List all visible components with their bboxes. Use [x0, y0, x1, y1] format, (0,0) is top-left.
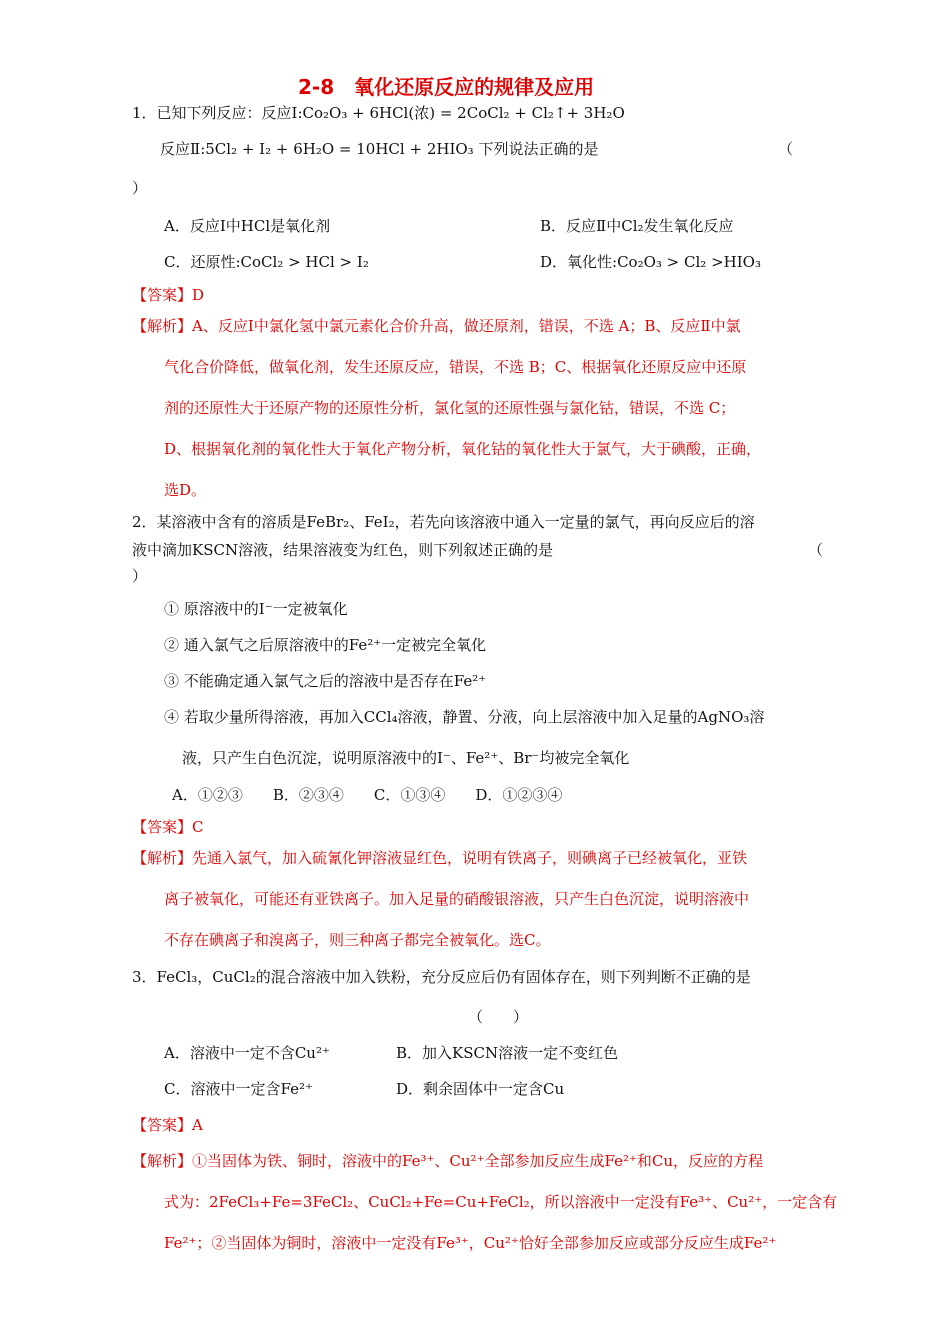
q3-paren: （ ）: [468, 1008, 529, 1026]
q2-line-1: 2．某溶液中含有的溶质是FeBr₂、FeI₂，若先向该溶液中通入一定量的氯气，再向反应后的溶: [132, 513, 755, 531]
q2-explanation-1: [132, 848, 747, 868]
q1-paren-right: ）: [132, 179, 148, 197]
q2-answer-value: C: [192, 818, 204, 836]
q2-statement-2: ② 通入氯气之后原溶液中的Fe²⁺一定被完全氧化: [164, 636, 487, 654]
q2-explanation-3: 不存在碘离子和溴离子，则三种离子都完全被氧化。选C。: [164, 931, 551, 949]
q1-explanation-2: 气化合价降低，做氧化剂，发生还原反应，错误，不选 B；C、根据氧化还原反应中还原: [164, 358, 747, 376]
q3-line-1: 3．FeCl₃，CuCl₂的混合溶液中加入铁粉，充分反应后仍有固体存在，则下列判断不正确的是: [132, 968, 751, 986]
q1-line-2: 反应Ⅱ:5Cl₂ + I₂ + 6H₂O = 10HCl + 2HIO₃ 下列说法正确的是: [160, 140, 599, 158]
q3-answer: [132, 1115, 203, 1135]
q1-paren-left: （: [778, 140, 794, 158]
q2-explanation-2: 离子被氧化，可能还有亚铁离子。加入足量的硝酸银溶液，只产生白色沉淀，说明溶液中: [164, 890, 750, 908]
q1-line-1: 1．已知下列反应：反应Ⅰ:Co₂O₃ + 6HCl(浓) = 2CoCl₂ + Cl₂↑+ 3H₂O: [132, 104, 625, 122]
q2-statement-1: ① 原溶液中的I⁻一定被氧化: [164, 600, 348, 618]
q2-answer: [132, 817, 204, 837]
q2-statement-3: ③ 不能确定通入氯气之后的溶液中是否存在Fe²⁺: [164, 672, 487, 690]
q3-explanation-2: 式为：2FeCl₃+Fe=3FeCl₂、CuCl₂+Fe=Cu+FeCl₂，所以溶液中一定没有Fe³⁺、Cu²⁺，一定含有: [164, 1193, 838, 1211]
q2-paren-left: （: [808, 541, 824, 559]
q1-option-d: D．氧化性:Co₂O₃ > Cl₂ >HIO₃: [540, 253, 761, 271]
q3-option-d: D．剩余固体中一定含Cu: [396, 1080, 565, 1098]
q1-option-b: B．反应Ⅱ中Cl₂发生氧化反应: [540, 217, 734, 235]
q3-answer-value: A: [192, 1116, 203, 1134]
q2-answer-tag: 【答案】: [132, 818, 193, 836]
q3-answer-tag: 【答案】: [132, 1116, 193, 1134]
q1-answer-value: D: [192, 286, 205, 304]
q1-explanation-1: [132, 316, 741, 336]
q1-explanation-4: D、根据氧化剂的氧化性大于氧化产物分析，氧化钴的氧化性大于氯气，大于碘酸，正确，: [164, 440, 762, 458]
q3-option-a: A．溶液中一定不含Cu²⁺: [164, 1044, 330, 1062]
q2-explanation-text-1: 先通入氯气，加入硫氰化钾溶液显红色，说明有铁离子，则碘离子已经被氧化，亚铁: [192, 849, 748, 867]
q1-explanation-text-1: A、反应Ⅰ中氯化氢中氯元素化合价升高，做还原剂，错误，不选 A；B、反应Ⅱ中氯: [192, 317, 741, 335]
q1-explanation-3: 剂的还原性大于还原产物的还原性分析，氯化氢的还原性强与氯化钴，错误，不选 C；: [164, 399, 736, 417]
q3-option-c: C．溶液中一定含Fe²⁺: [164, 1080, 313, 1098]
q2-statement-4a: ④ 若取少量所得溶液，再加入CCl₄溶液，静置、分液，向上层溶液中加入足量的AgNO₃溶: [164, 708, 765, 726]
q3-explanation-text-1: ①当固体为铁、铜时，溶液中的Fe³⁺、Cu²⁺全部参加反应生成Fe²⁺和Cu，反应的方程: [192, 1152, 764, 1170]
q1-answer-tag: 【答案】: [132, 286, 193, 304]
q1-option-c: C．还原性:CoCl₂ > HCl > I₂: [164, 253, 369, 271]
q2-paren-right: ）: [132, 567, 148, 585]
q3-explanation-tag: 【解析】: [132, 1152, 193, 1170]
q3-explanation-1: [132, 1151, 763, 1171]
q1-answer: [132, 285, 204, 305]
q1-option-a: A．反应Ⅰ中HCl是氧化剂: [164, 217, 331, 235]
q2-statement-4b: 液，只产生白色沉淀，说明原溶液中的I⁻、Fe²⁺、Br⁻均被完全氧化: [182, 749, 630, 767]
q3-explanation-3: Fe²⁺；②当固体为铜时，溶液中一定没有Fe³⁺，Cu²⁺恰好全部参加反应或部分反应生成Fe²⁺: [164, 1234, 777, 1252]
q1-explanation-tag: 【解析】: [132, 317, 193, 335]
q3-option-b: B．加入KSCN溶液一定不变红色: [396, 1044, 619, 1062]
q2-line-2: 液中滴加KSCN溶液，结果溶液变为红色，则下列叙述正确的是: [132, 541, 554, 559]
page-title: 2-8 氧化还原反应的规律及应用: [298, 75, 595, 99]
q2-choices: A．①②③ B．②③④ C．①③④ D．①②③④: [172, 786, 563, 804]
q2-explanation-tag: 【解析】: [132, 849, 193, 867]
q1-explanation-5: 选D。: [164, 481, 207, 499]
